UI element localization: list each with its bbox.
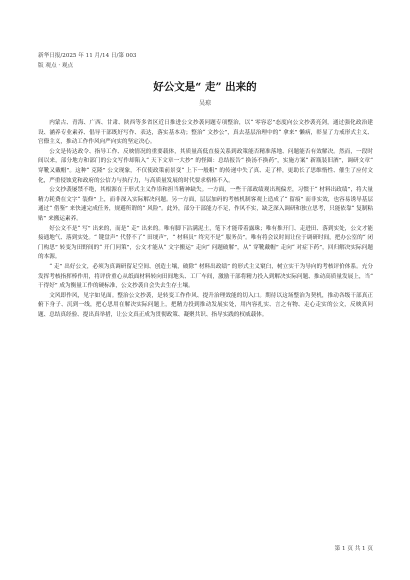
issue-line: 新华日报/2025 年 11 月/14 日/第 003 (38, 53, 137, 59)
paragraph: “ 走” 出好公文，必须为真调研留足空间、创造土壤，破除“ 材料出政绩” 的形式主义窠臼，树立实干为导向的考核评价体系。充分发挥考核指挥棒作用，将评价重心从纸面材料转向田间地头、工厂车间，激励干部将精力投入到解决实际问题、推动高质量发展上，当“ 干得好” 成为衡量工作的硬标准，公文抄袭自会失去生存土壤。 (38, 263, 373, 290)
paragraph: 公文抄袭屡禁不绝，其根源在于形式主义作祟和担当精神缺失。一方面，一些干部政绩观出现偏差，习惯于“ 材料出政绩”，将大量精力耗费在文字“ 装修” 上，而非深入实际解决问题。另一方面，层层加码的考核机制客观上造成了“ 留痕” 而非实效，也容易诱导基层通过“ 借鉴” 来快速完成任务，规避所谓的“ 风险”。此外，部分干部能力不足，作风不实，缺乏深入调研和独立思考，只能依靠“ 复制粘贴” 来搬运素养。 (38, 187, 373, 222)
paragraph: 好公文不是“ 写” 出来的，而是“ 走” 出来的。唯有脚下沾满泥土，笔下才能带着露珠；唯有推开门、走进田、落到实处，公文才能接通地气、落到实处。“ 键盘声” 代替不了“ 田埂声”，“ 材料员” 终究不是“ 服务员”。唯有将会议时间让位于调研时间，把办公室的“ 闭门构思” 转变为田野间的“ 开门问策”，公文才能从“ 文字搬运” 走向“ 问题破解”，从“ 穿靴戴帽” 走向“ 对症下药”，回归解决实际问题的本源。 (38, 225, 373, 261)
article-author: 吴琼 (198, 100, 211, 107)
article-title: 好公文是“ 走” 出来的 (153, 81, 257, 93)
section-line: 版 观点 · 观点 (38, 62, 74, 69)
article-body (38, 119, 373, 320)
page-indicator: 第 1 页 共 1 页 (334, 546, 373, 552)
masthead (38, 52, 136, 71)
paragraph: 文风即作风，见字如见面。整治公文抄袭，是转变工作作风、提升治理效能的切入口。期待以这场整治为契机，推动各级干部真正俯下身子、沉到一线，把心思用在解决实际问题上，把精力投到推动发展实处，用内容扎实、言之有物、走心走实的公文，反映真问题、总结真经验、提出真举措，让公文真正成为贯彻政策、凝聚共识、指导实践的权威载体。 (38, 292, 373, 318)
paragraph: 公文是传达政令、指导工作、反映情况的重要载体，其质量高低直接关系到政策能否精准落地、问题能否有效解决。然而，一段时间以来，部分地方和部门的公文写作却陷入“ 天下文章一大抄” 的怪圈：总结报告“ 换汤不换药”，实施方案“ 新瓶装旧酒”，调研文章“ 穿靴又戴帽”。这种“ 克隆” 公文现象，不仅使政策前景变“ 上下一般粗” 的传递中失了真、走了样，更助长了思维惰性、催生了应付文化，严重侵蚀党和政府的公信力与执行力，与高质量发展的时代要求格格不入。 (38, 148, 373, 184)
paragraph: 内蒙古、青海、广西、甘肃、陕西等多省区近日推进公文抄袭问题专项整治，以“ 零容忍”态度向公文抄袭亮剑，通过强化政治建设、涵养专业素养、倡导干部既好写作、表达，落实基本功；整治“ 文抄公”，真去基层治理中的“ 拿来” 懒病，彰显了力戒形式主义、官僚主义，推动工作作风向严向实的坚定决心。 (38, 120, 373, 146)
